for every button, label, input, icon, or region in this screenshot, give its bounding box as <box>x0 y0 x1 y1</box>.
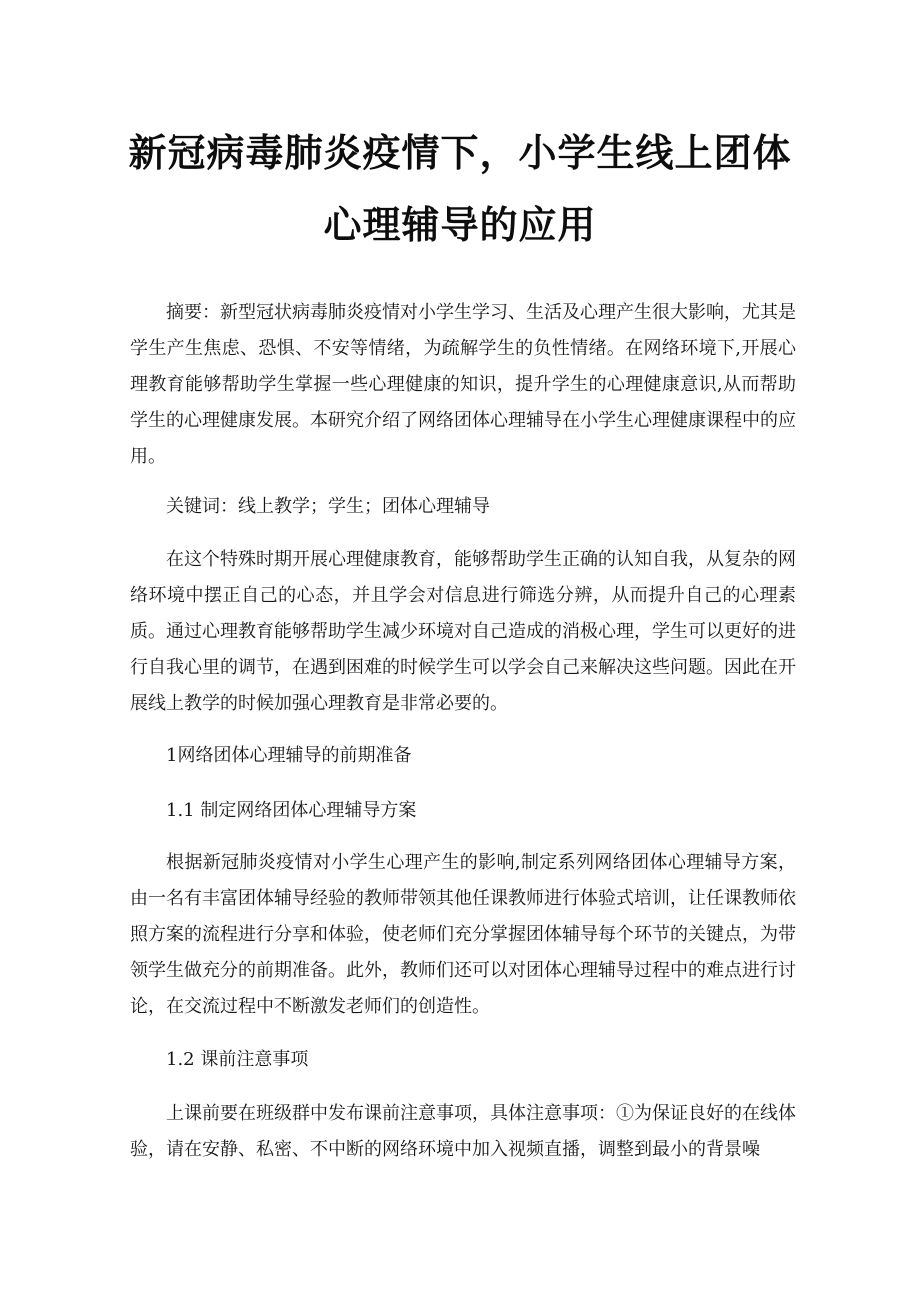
document-title-line-1: 新冠病毒肺炎疫情下，小学生线上团体 <box>128 131 792 175</box>
section-1-1-heading: 1.1 制定网络团体心理辅导方案 <box>166 800 417 821</box>
section-1-1-body: 根据新冠肺炎疫情对小学生心理产生的影响,制定系列网络团体心理辅导方案，由一名有丰富团体辅导经验的教师带领其他任课教师进行体验式培训，让任课教师依照方案的流程进行分享和体验，使老师们充分掌握团体辅导每个环节的关键点，为带领学生做充分的前期准备。此外，教师们还可以对团体心理辅导过程中的难点进行讨论，在交流过程中不断激发老师们的创造性。 <box>130 852 796 1017</box>
section-1-2-heading: 1.2 课前注意事项 <box>166 1049 309 1070</box>
intro-paragraph: 在这个特殊时期开展心理健康教育，能够帮助学生正确的认知自我，从复杂的网络环境中摆正自己的心态，并且学会对信息进行筛选分辨，从而提升自己的心理素质。通过心理教育能够帮助学生减少环境对自己造成的消极心理，学生可以更好的进行自我心里的调节，在遇到困难的时候学生可以学会自己来解决这些问题。因此在开展线上教学的时候加强心理教育是非常必要的。 <box>130 549 796 714</box>
section-1-2-body: 上课前要在班级群中发布课前注意事项，具体注意事项：①为保证良好的在线体验，请在安静、私密、不中断的网络环境中加入视频直播，调整到最小的背景噪 <box>130 1103 796 1160</box>
abstract-paragraph: 摘要：新型冠状病毒肺炎疫情对小学生学习、生活及心理产生很大影响，尤其是学生产生焦虑、恐惧、不安等情绪，为疏解学生的负性情绪。在网络环境下,开展心理教育能够帮助学生掌握一些心理健康的知识，提升学生的心理健康意识,从而帮助学生的心理健康发展。本研究介绍了网络团体心理辅导在小学生心理健康课程中的应用。 <box>130 302 796 467</box>
document-title-line-2: 心理辅导的应用 <box>323 203 597 247</box>
section-1-heading: 1网络团体心理辅导的前期准备 <box>166 745 412 766</box>
keywords-line: 关键词：线上教学；学生；团体心理辅导 <box>166 496 490 517</box>
